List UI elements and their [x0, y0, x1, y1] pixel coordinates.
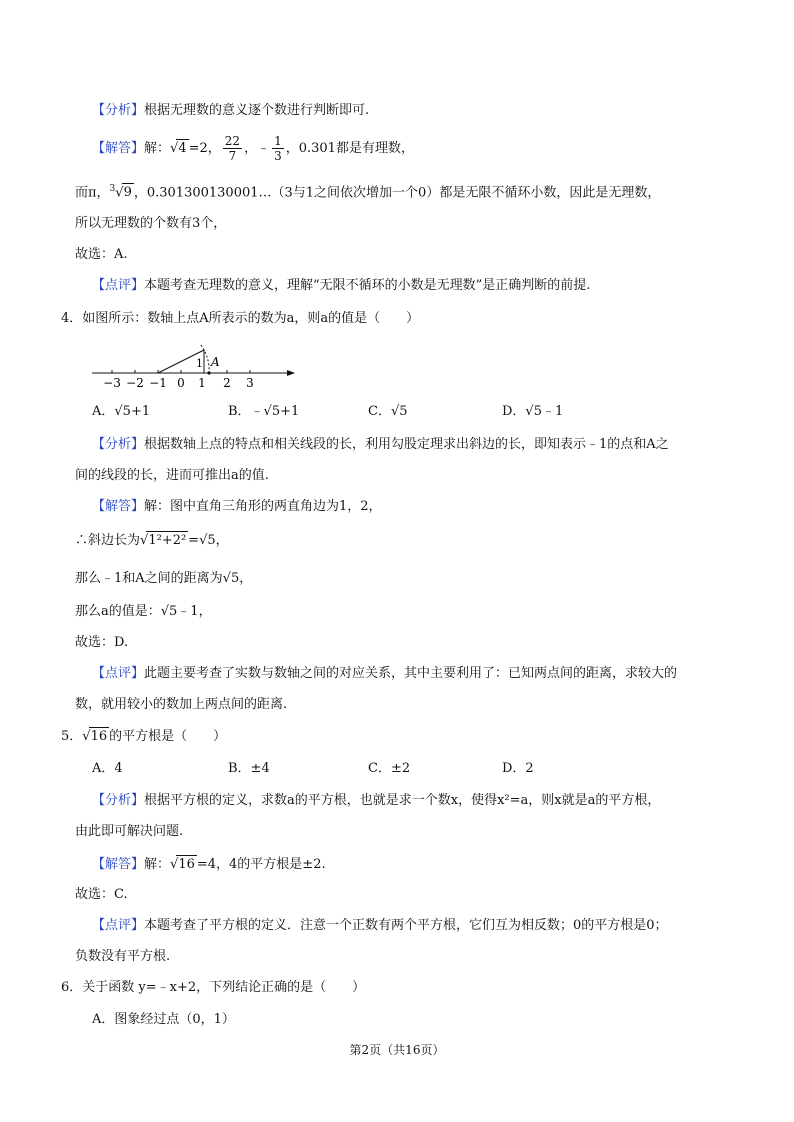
q4-option-c: C．√5	[368, 404, 408, 419]
answer-tag: 【解答】	[92, 141, 145, 156]
q4-answer-5: 故选：D.	[75, 635, 129, 650]
q3-line3: 所以无理数的个数有3个，	[75, 216, 227, 231]
point-label: A	[211, 355, 220, 369]
q5-radicand: 16	[90, 729, 108, 744]
q5-option-c: C．±2	[368, 761, 411, 776]
rational-suffix: 都是有理数，	[335, 141, 414, 156]
tick-label: −2	[126, 376, 144, 390]
cuberoot-index: 3	[109, 184, 116, 194]
q4-option-b: B．﹣√5+1	[228, 404, 300, 419]
frac-num: 1	[274, 134, 282, 148]
q5-answer-2: 故选：C.	[75, 887, 128, 902]
leg-label: 1	[196, 357, 203, 370]
q5-answer-radicand: 16	[178, 857, 195, 872]
q5-answer: 【解答】解：√16 =4，4的平方根是±2.	[92, 857, 326, 872]
q4-analysis-2: 间的线段的长，进而可推出a的值.	[75, 468, 269, 483]
frac-num: 22	[224, 134, 241, 148]
q4-answer	[92, 498, 382, 516]
q6-stem: 6．关于函数 y=﹣x+2，下列结论正确的是（ ）	[61, 980, 366, 995]
q4-analysis	[92, 436, 669, 454]
q4-analysis-text: 根据数轴上点的特点和相关线段的长，利用勾股定理求出斜边的长，即知表示﹣1的点和A之	[144, 437, 669, 452]
fraction-1-3	[272, 134, 284, 163]
q3-line4: 故选：A.	[75, 247, 128, 262]
pi-text: 而π，	[75, 185, 110, 201]
q5-answer-post: =4，4的平方根是±2.	[196, 857, 326, 872]
tick-label: −3	[103, 376, 121, 390]
tick-label: 0	[177, 376, 185, 390]
page-footer: 第2页（共16页）	[349, 1043, 445, 1057]
q3-line2-text: ，0.301300130001…（3与1之间依次增加一个0）都是无限不循环小数，因此是无理数，	[133, 185, 661, 201]
fraction-22-7	[223, 134, 242, 163]
q4-option-d: D．√5﹣1	[502, 404, 564, 419]
analysis-tag: 【分析】	[92, 437, 145, 452]
q4-answer-3: 那么﹣1和A之间的距离为√5，	[75, 571, 253, 586]
comment-tag: 【点评】	[92, 918, 145, 933]
q4-comment-text: 此题主要考查了实数与数轴之间的对应关系，其中主要利用了：已知两点间的距离，求较大的	[144, 666, 678, 681]
q5-answer-pre: 解：	[144, 857, 171, 872]
tick-label: −1	[149, 376, 167, 390]
q5-number: 5．	[61, 729, 83, 744]
hyp-radicand: 1²+2²	[148, 533, 187, 548]
tick-label: 2	[223, 376, 231, 390]
cuberoot-arg: 9	[123, 185, 132, 201]
sqrt-4: 4	[178, 141, 187, 156]
repeating-decimal: ，0.301	[285, 141, 336, 156]
answer-tag: 【解答】	[92, 857, 145, 872]
hyp-pre: ∴斜边长为	[75, 533, 141, 548]
number-line-figure	[92, 340, 297, 392]
answer-prefix: 解：	[144, 141, 171, 156]
q5-stem-text: 的平方根是（ ）	[109, 729, 227, 744]
arrow-icon	[287, 370, 295, 376]
q5-analysis-2: 由此即可解决问题.	[75, 824, 184, 839]
q4-stem: 4．如图所示：数轴上点A所表示的数为a，则a的值是（ ）	[61, 311, 420, 326]
eq-2: =2，	[188, 141, 221, 156]
analysis-tag: 【分析】	[92, 793, 145, 808]
q4-comment	[92, 665, 677, 683]
q4-option-a: A．√5+1	[92, 404, 151, 419]
tick-label: 3	[246, 376, 254, 390]
analysis-tag: 【分析】	[92, 103, 145, 118]
hyp-post: =√5，	[188, 533, 229, 548]
answer-tag: 【解答】	[92, 499, 145, 514]
q5-option-a: A．4	[92, 761, 123, 776]
q5-comment	[92, 917, 668, 935]
q5-option-d: D．2	[502, 761, 534, 776]
q4-answer-2: ∴斜边长为√1²+2² =√5，	[75, 533, 229, 548]
q5-stem: 5．√16 的平方根是（ ）	[61, 729, 227, 744]
frac-den: 7	[228, 149, 237, 163]
q6-option-a: A．图象经过点（0，1）	[92, 1012, 235, 1027]
q4-answer-4: 那么a的值是：√5﹣1，	[75, 604, 212, 619]
q4-comment-2: 数，就用较小的数加上两点间的距离.	[75, 697, 288, 712]
q3-comment-text: 本题考查无理数的意义，理解“无限不循环的小数是无理数”是正确判断的前提.	[144, 278, 591, 293]
comment-tag: 【点评】	[92, 278, 145, 293]
tick-label: 1	[198, 376, 206, 390]
frac-den: 3	[274, 149, 282, 163]
q3-analysis-text: 根据无理数的意义逐个数进行判断即可.	[144, 103, 370, 118]
q5-option-b: B．±4	[228, 761, 270, 776]
q3-answer: 【解答】解：√4 =2， $\frac{22}{7}$ ，﹣ $\frac{1}{3}$ ，0.301都是有理数，	[92, 134, 414, 163]
comment-tag: 【点评】	[92, 666, 145, 681]
q4-answer-text: 解：图中直角三角形的两直角边为1，2，	[144, 499, 382, 514]
q5-analysis	[92, 792, 660, 810]
q3-comment	[92, 277, 590, 295]
q3-line2: 而π，$^3$√9 ，0.301300130001…（3与1之间依次增加一个0）都是无限不循环小数，因此是无理数，	[75, 184, 661, 201]
q5-analysis-text: 根据平方根的定义，求数a的平方根，也就是求一个数x，使得x²=a，则x就是a的平方根，	[144, 793, 661, 808]
q3-analysis	[92, 102, 369, 120]
point-a	[207, 371, 210, 374]
neg-sep: ，﹣	[244, 141, 271, 156]
q5-comment-2: 负数没有平方根.	[75, 949, 171, 964]
q5-comment-text: 本题考查了平方根的定义．注意一个正数有两个平方根，它们互为相反数；0的平方根是0；	[144, 918, 668, 933]
